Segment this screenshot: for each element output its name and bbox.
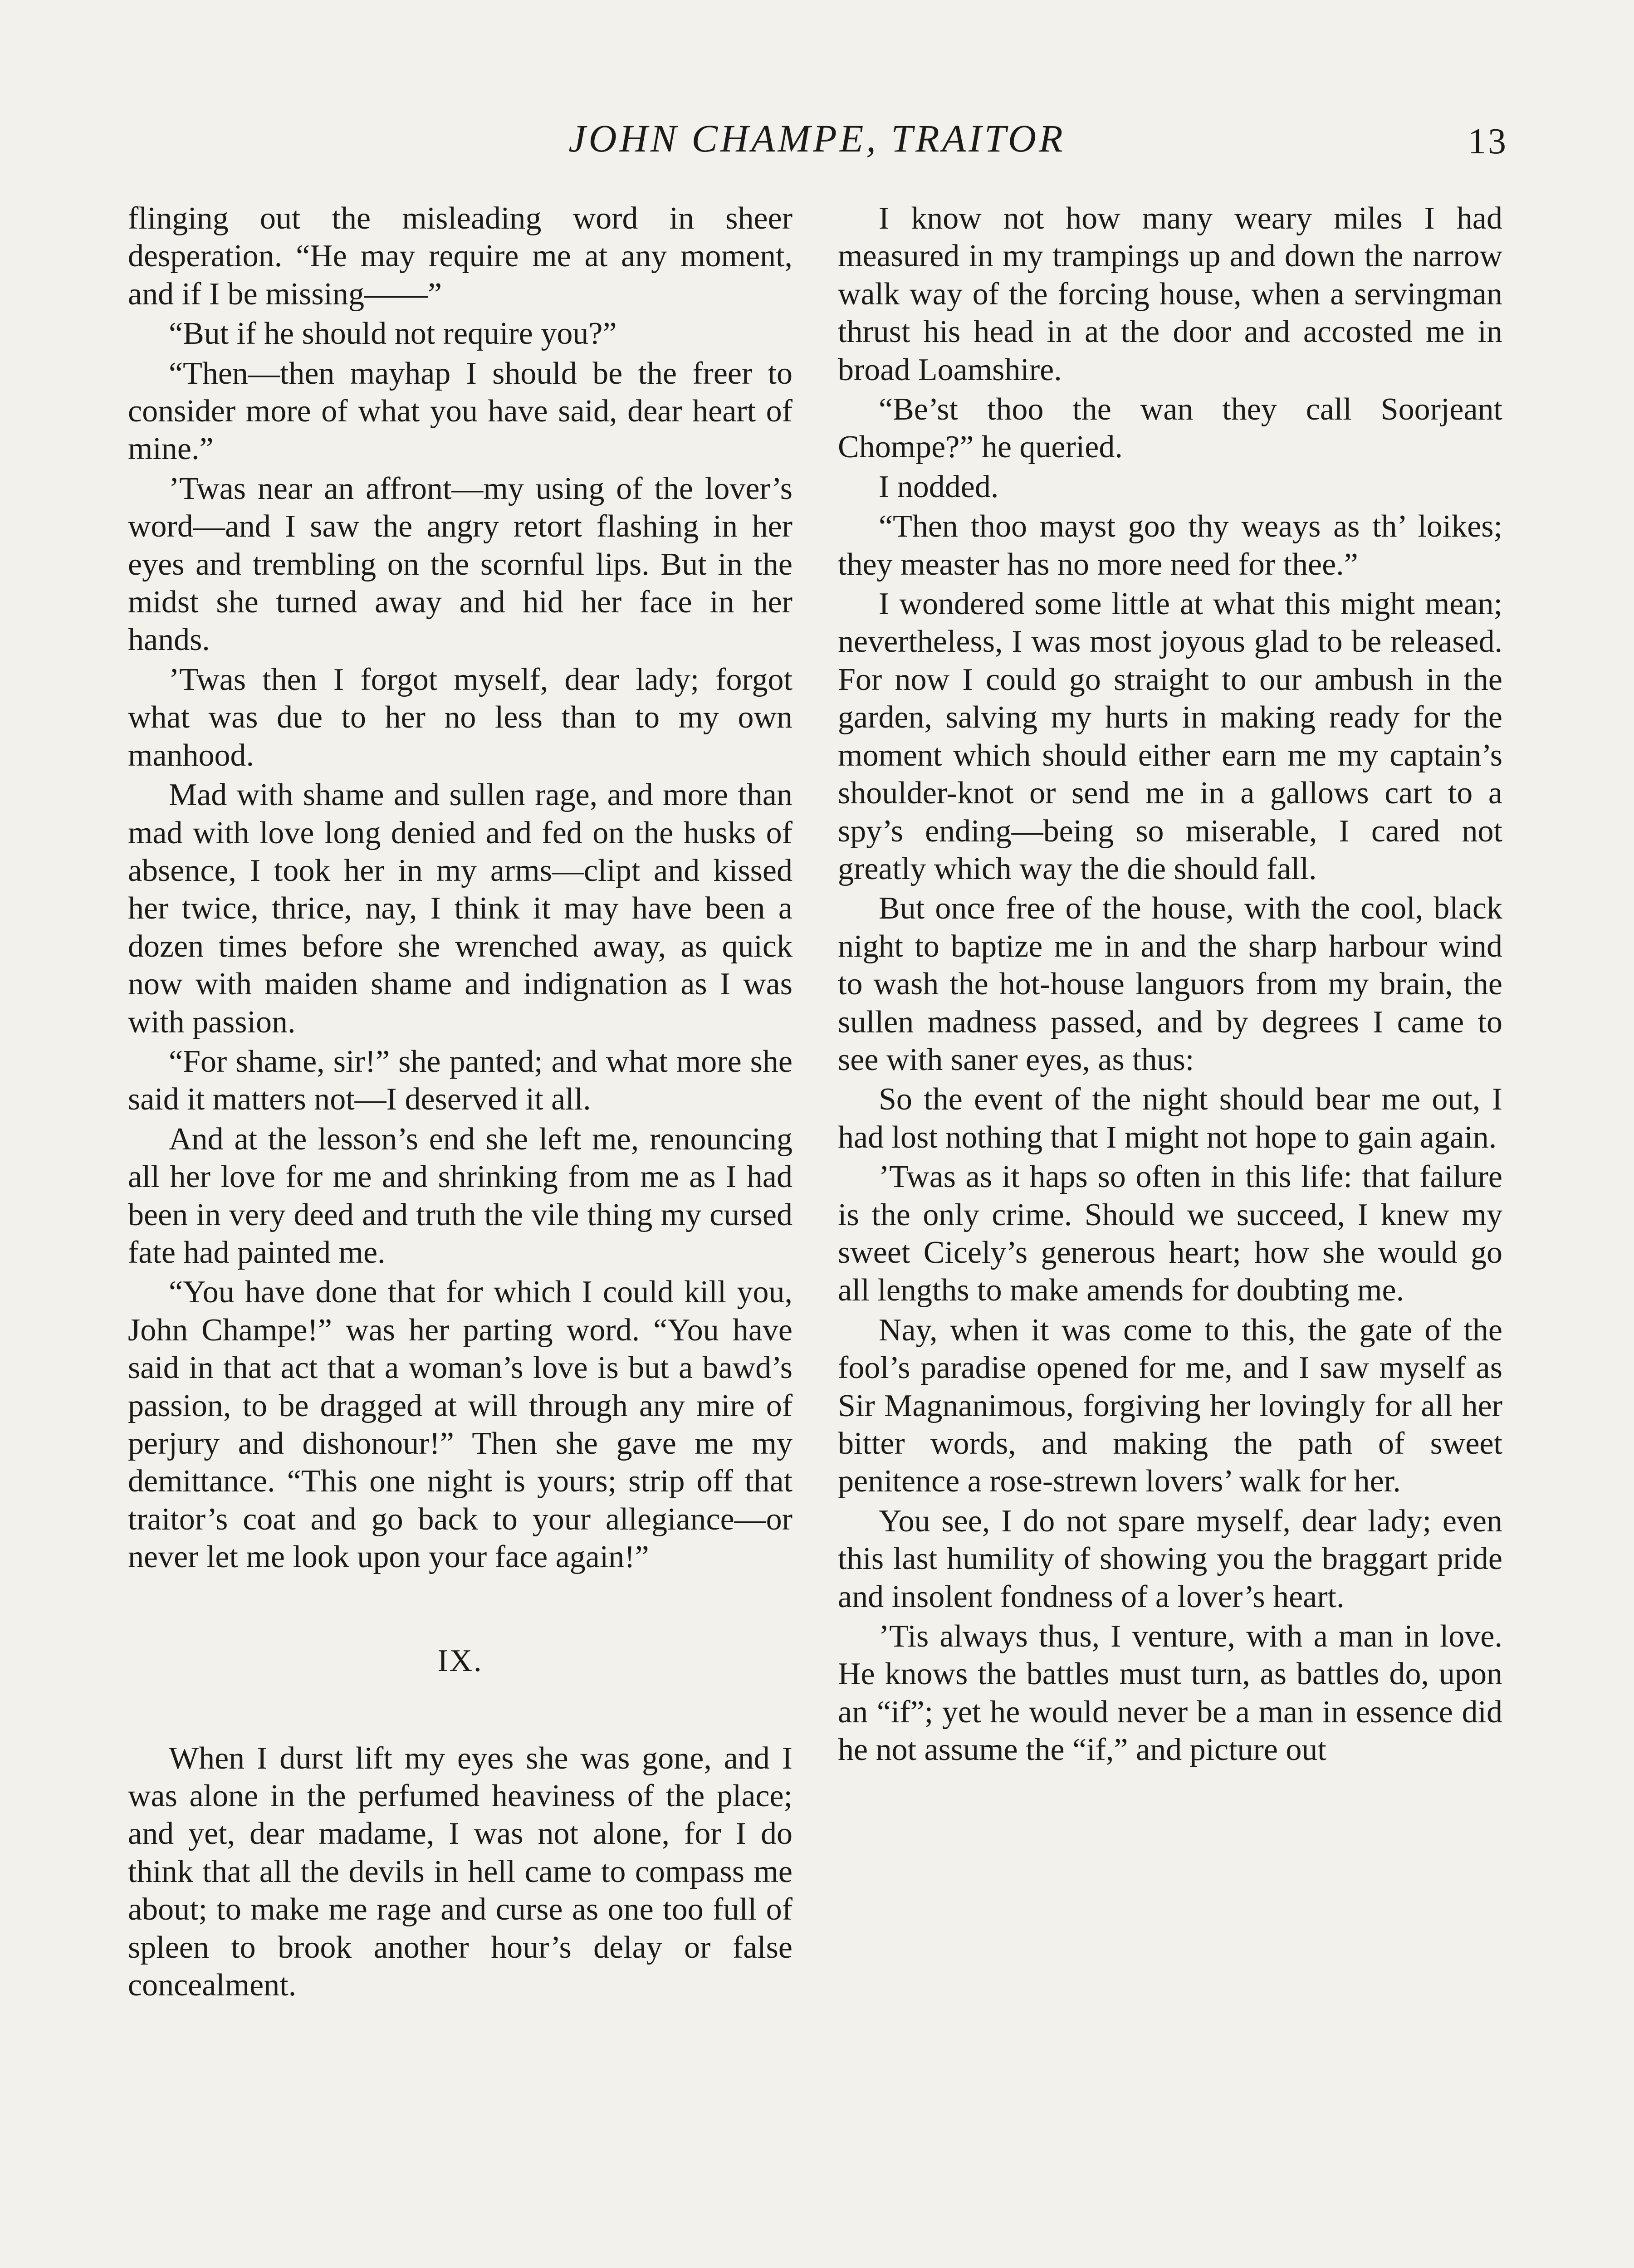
paragraph: I nodded. bbox=[879, 469, 999, 504]
paragraph: “For shame, sir!” she panted; and what more she said it matters not—I deserved it all. bbox=[128, 1044, 793, 1117]
paragraph: flinging out the misleading word in sheer desperation. “He may require me at any moment, and if I be missing——” bbox=[128, 201, 793, 312]
paragraph: ’Twas as it haps so often in this life: that failure is the only crime. Should we succeed, I knew my sweet Cicely’s generous heart; how she would go all lengths to make amends for doubting me. bbox=[838, 1159, 1502, 1308]
left-column bbox=[128, 200, 793, 2006]
section-heading: IX. bbox=[437, 1643, 483, 1678]
paragraph: “But if he should not require you?” bbox=[169, 316, 617, 352]
paragraph: “Then thoo mayst goo thy weays as th’ loikes; they measter has no more need for thee.” bbox=[838, 509, 1502, 582]
right-column bbox=[838, 200, 1502, 1771]
paragraph: And at the lesson’s end she left me, renouncing all her love for me and shrinking from me as I had been in very deed and truth the vile thing my cursed fate had painted me. bbox=[128, 1121, 793, 1270]
paragraph: ’Twas near an affront—my using of the lover’s word—and I saw the angry retort flashing in her eyes and trembling on the scornful lips. But in the midst she turned away and hid her face in her hands. bbox=[128, 471, 793, 658]
running-title: JOHN CHAMPE, TRAITOR bbox=[568, 117, 1066, 160]
page-number: 13 bbox=[1468, 122, 1508, 161]
paragraph: But once free of the house, with the cool, black night to baptize me in and the sharp harbour wind to wash the hot-house languors from my brain, the sullen madness passed, and by degrees I came to see with saner eyes, as thus: bbox=[838, 891, 1502, 1077]
paragraph: ’Tis always thus, I venture, with a man in love. He knows the battles must turn, as battles do, upon an “if”; yet he would never be a man in essence did he not assume the “if,” and picture out bbox=[838, 1619, 1502, 1768]
paragraph: Mad with shame and sullen rage, and more than mad with love long denied and fed on the husks of absence, I took her in my arms—clipt and kissed her twice, thrice, nay, I think it may have been a dozen times before she wrenched away, as quick now with maiden shame and indignation as I was with passion. bbox=[128, 777, 793, 1040]
paragraph: “You have done that for which I could kill you, John Champe!” was her parting word. “You have said in that act that a woman’s love is but a bawd’s passion, to be dragged at will through any mire of perjury and dishonour!” Then she gave me my demittance. “This one night is yours; strip off that traitor’s coat and go back to your allegiance—or never let me look upon your face again!” bbox=[128, 1275, 793, 1575]
paragraph: Nay, when it was come to this, the gate of the fool’s paradise opened for me, and I saw myself as Sir Magnanimous, forgiving her lovingly for all her bitter words, and making the path of sweet penitence a rose-strewn lovers’ walk for her. bbox=[838, 1312, 1502, 1499]
paragraph: So the event of the night should bear me out, I had lost nothing that I might not hope to gain again. bbox=[838, 1082, 1502, 1155]
paragraph: When I durst lift my eyes she was gone, and I was alone in the perfumed heaviness of the place; and yet, dear madame, I was not alone, for I do think that all the devils in hell came to compass me about; to make me rage and curse as one too full of spleen to brook another hour’s delay or false concealment. bbox=[128, 1740, 793, 2003]
paragraph: “Be’st thoo the wan they call Soorjeant Chompe?” he queried. bbox=[838, 392, 1502, 465]
paragraph: I know not how many weary miles I had measured in my trampings up and down the narrow walk way of the forcing house, when a servingman thrust his head in at the door and accosted me in broad Loamshire. bbox=[838, 201, 1502, 387]
paragraph: “Then—then mayhap I should be the freer to consider more of what you have said, dear heart of mine.” bbox=[128, 356, 793, 467]
paragraph: I wondered some little at what this might mean; nevertheless, I was most joyous glad to be released. For now I could go straight to our ambush in the garden, salving my hurts in making ready for the moment which should either earn me my captain’s shoulder-knot or send me in a gallows cart to a spy’s ending—being so miserable, I cared not greatly which way the die should fall. bbox=[838, 587, 1502, 886]
paragraph: ’Twas then I forgot myself, dear lady; forgot what was due to her no less than to my own manhood. bbox=[128, 662, 793, 773]
paragraph: You see, I do not spare myself, dear lady; even this last humility of showing you the braggart pride and insolent fondness of a lover’s heart. bbox=[838, 1503, 1502, 1614]
